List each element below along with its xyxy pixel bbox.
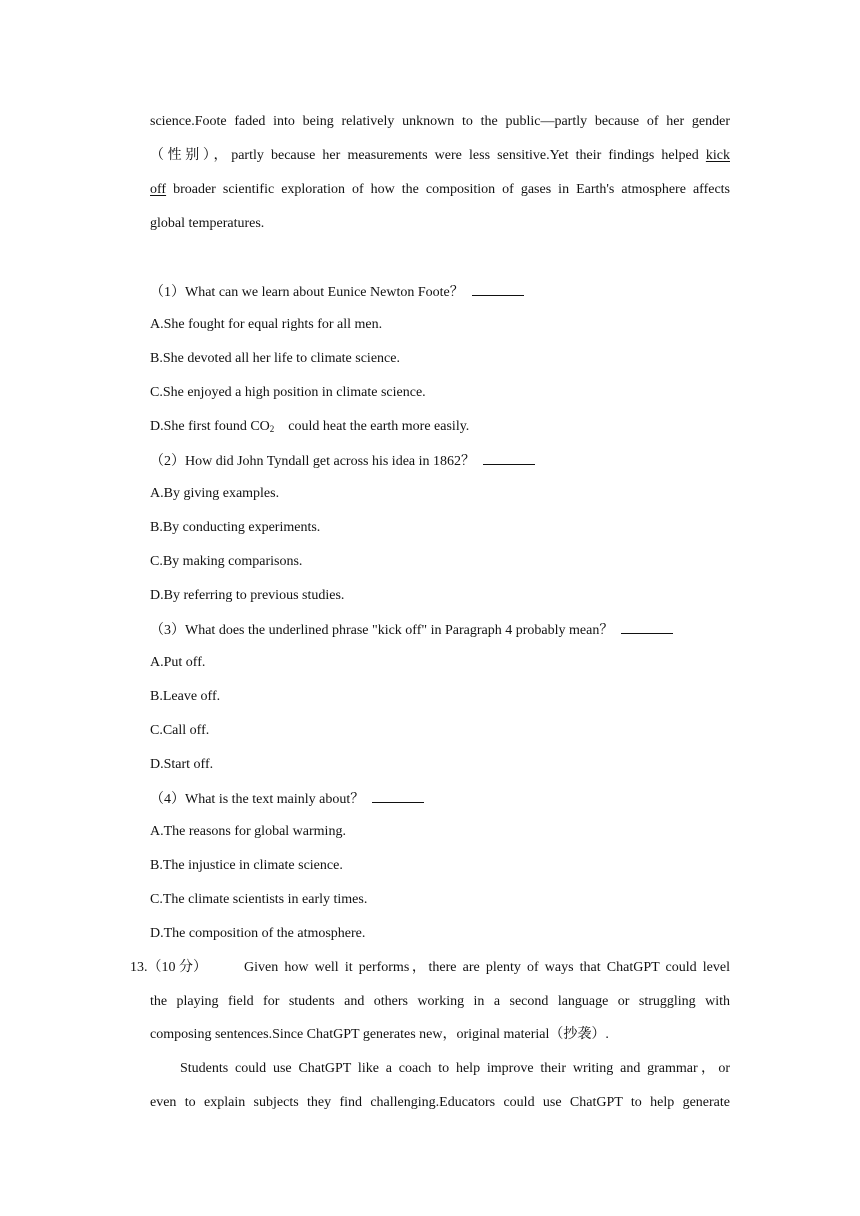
q4-option-d: D.The composition of the atmosphere. [150,926,366,941]
q4-option-b: B.The injustice in climate science. [150,858,343,873]
question-3-text: （3）What does the underlined phrase "kick off" in Paragraph 4 probably mean？ [150,623,614,638]
q1-option-d [150,417,469,439]
passage-line-2-text: （性别），partly because her measurements were less sensitive.Yet their findings helped [150,148,699,163]
answer-blank-3 [621,619,673,634]
q13-line-1: Given how well it performs，there are plenty of ways that ChatGPT could level [244,960,730,975]
passage-line-2 [150,146,730,166]
question-3-stem [150,619,673,641]
question-1-text: （1）What can we learn about Eunice Newton Foote？ [150,285,464,300]
answer-blank-4 [372,788,424,803]
passage-line-4: global temperatures. [150,216,265,231]
underlined-kick: kick [705,148,730,163]
q4-option-c: C.The climate scientists in early times. [150,892,368,907]
underlined-off: off [150,182,167,197]
q3-option-b: B.Leave off. [150,689,221,704]
question-2-stem [150,450,535,472]
answer-blank-2 [483,450,535,465]
q1-option-d-text: D.She first found CO [150,419,270,434]
question-2-text: （2）How did John Tyndall get across his idea in 1862？ [150,454,476,469]
q4-option-a: A.The reasons for global warming. [150,824,346,839]
q2-option-c: C.By making comparisons. [150,554,303,569]
q3-option-d: D.Start off. [150,757,214,772]
question-4-stem [150,788,424,810]
question-1-stem [150,281,524,303]
q1-option-c: C.She enjoyed a high position in climate science. [150,385,426,400]
passage-line-3 [150,180,730,200]
question-4-text: （4）What is the text mainly about？ [150,792,365,807]
q1-option-a: A.She fought for equal rights for all men. [150,317,383,332]
passage-line-3-text: broader scientific exploration of how the composition of gases in Earth's atmosphere affects [166,182,730,197]
q13-line-2: the playing field for students and others working in a second language or struggling with [150,994,730,1009]
q13-line-5: even to explain subjects they find challenging.Educators could use ChatGPT to help generate [150,1095,730,1110]
q1-option-d-subscript: 2 [269,424,275,434]
passage-line-1: science.Foote faded into being relatively unknown to the public—partly because of her gender [150,114,730,129]
answer-blank-1 [472,281,524,296]
q1-option-d-text-end: could heat the earth more easily. [288,419,470,434]
q3-option-c: C.Call off. [150,723,210,738]
q1-option-b: B.She devoted all her life to climate science. [150,351,400,366]
question-13-number: 13.（10 分） [130,960,207,975]
q13-line-3: composing sentences.Since ChatGPT generates new，original material（抄袭）. [150,1027,609,1042]
q2-option-a: A.By giving examples. [150,486,280,501]
q13-line-4: Students could use ChatGPT like a coach to help improve their writing and grammar，or [180,1061,730,1076]
q3-option-a: A.Put off. [150,655,206,670]
q2-option-d: D.By referring to previous studies. [150,588,345,603]
q2-option-b: B.By conducting experiments. [150,520,321,535]
